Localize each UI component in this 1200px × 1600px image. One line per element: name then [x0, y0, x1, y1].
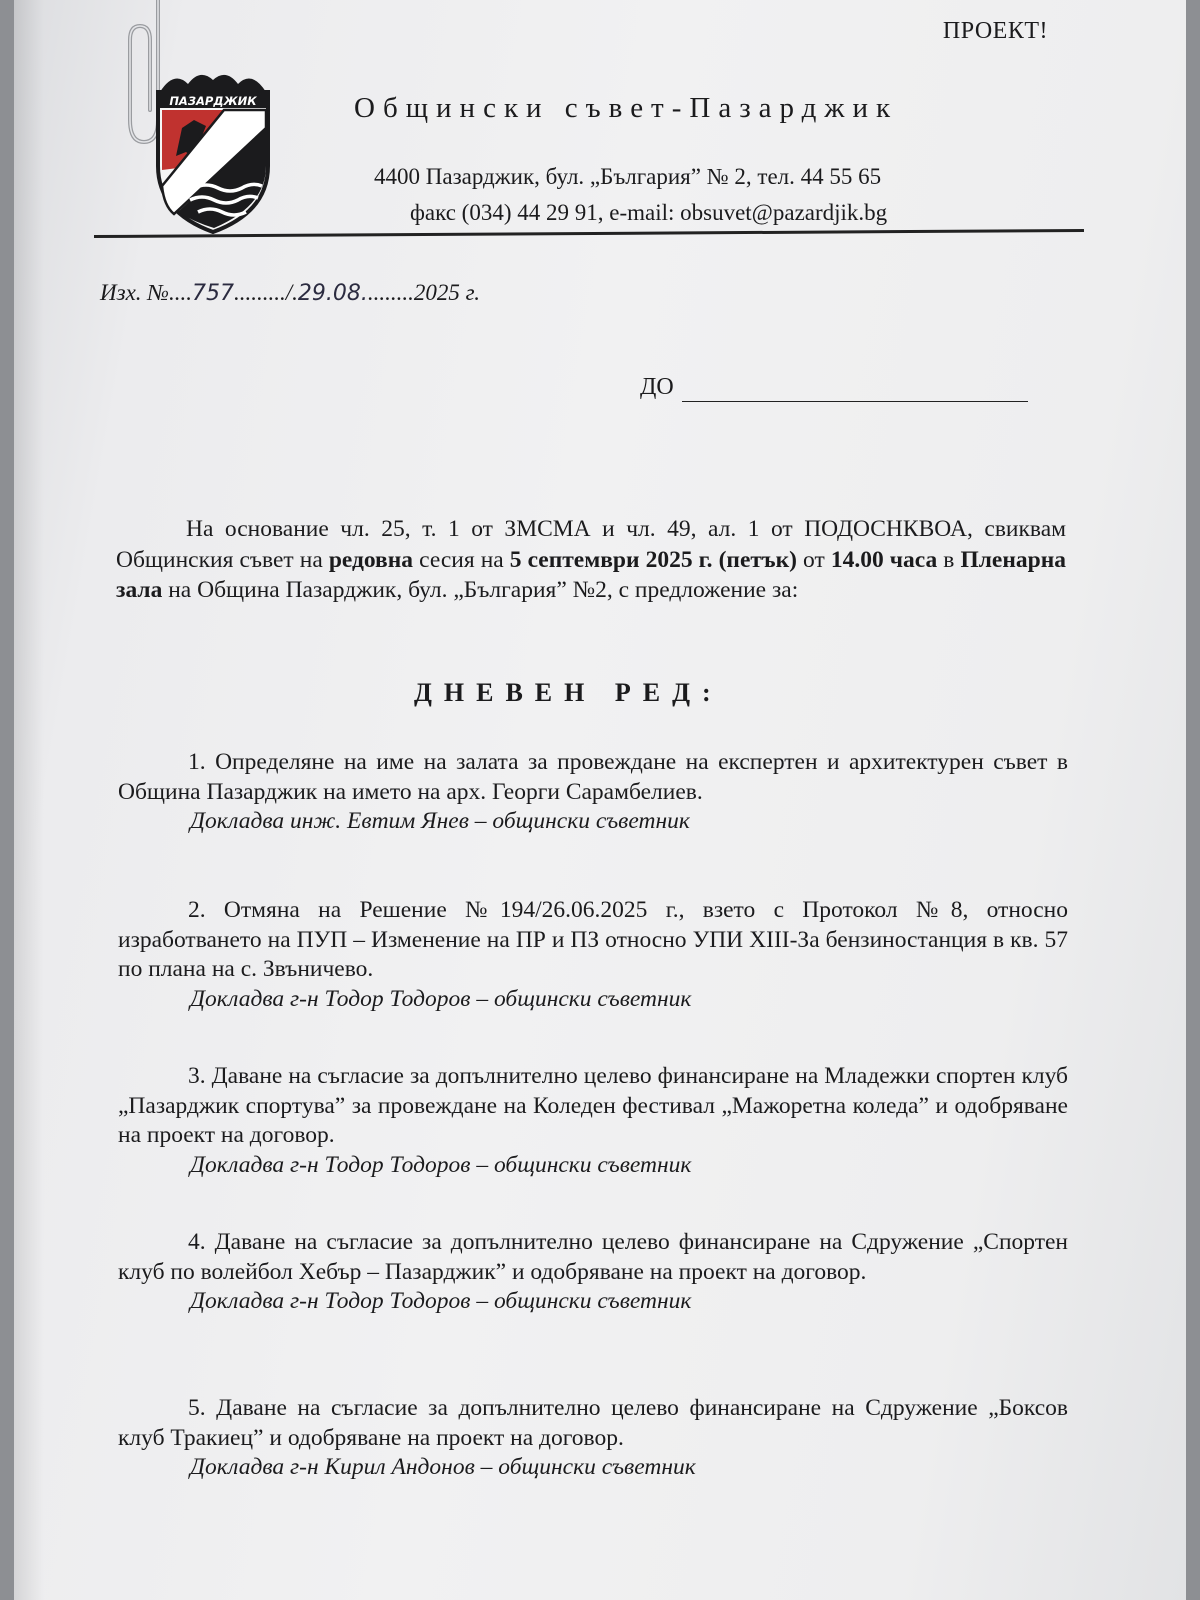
agenda-item-reporter: Докладва г-н Кирил Андонов – общински съветник: [190, 1454, 696, 1480]
agenda-item-reporter: Докладва г-н Тодор Тодоров – общински съветник: [190, 985, 692, 1012]
agenda-item: [118, 896, 1068, 1014]
agenda-item-reporter: Докладва г-н Тодор Тодоров – общински съветник: [190, 1288, 692, 1314]
agenda-item: [118, 1394, 1068, 1483]
reference-number: 757: [191, 281, 234, 306]
agenda-item-text: 1. Определяне на име на залата за провеждане на експертен и архитектурен съвет в Община Пазарджик на името на арх. Георги Сарамбелиев.: [118, 749, 1068, 805]
draft-stamp: ПРОЕКТ!: [942, 18, 1048, 44]
agenda-item-reporter: Докладва инж. Евтим Янев – общински съветник: [190, 808, 690, 834]
agenda-item: [118, 1062, 1068, 1180]
reference-year: 2025 г.: [413, 280, 481, 305]
recipient-label: ДО: [640, 374, 674, 400]
council-name-heading: Общински съвет-Пазарджик: [354, 92, 899, 124]
logo-text: ПАЗАРДЖИК: [169, 94, 257, 108]
reference-date: 29.08.: [297, 281, 368, 306]
reference-prefix: Изх. №: [100, 280, 169, 305]
document-page: [14, 0, 1186, 1600]
address-line: 4400 Пазарджик, бул. „България” № 2, тел. 44 55 65: [374, 164, 882, 189]
recipient-blank: [682, 374, 1028, 402]
agenda-item-text: 2. Отмяна на Решение №194/26.06.2025 г., взето с Протокол №8, относно изработването на ПУП – Изменение на ПР и ПЗ относно УПИ XIII-За бензиностанция в кв. 57 по плана на с. Звъничево.: [118, 897, 1068, 982]
recipient-line: [640, 374, 1028, 402]
agenda-item: [118, 748, 1068, 837]
contact-line: факс (034) 44 29 91, e-mail: obsuvet@pazardjik.bg: [410, 200, 888, 225]
outgoing-reference: Изх. №....757........./.29.08.........2025 г.: [100, 280, 481, 306]
pazardzhik-coat-of-arms-logo: [154, 66, 272, 236]
agenda-item-text: 5. Даване на съгласие за допълнително целево финансиране на Сдружение „Боксов клуб Тракиец” и одобряване на проект на договор.: [118, 1395, 1068, 1451]
agenda-item: [118, 1228, 1068, 1317]
agenda-item-text: 3. Даване на съгласие за допълнително целево финансиране на Младежки спортен клуб „Пазарджик спортува” за провеждане на Коледен фестивал „Мажоретна коледа” и одобряване на проект на договор.: [118, 1063, 1068, 1148]
agenda-heading: ДНЕВЕН РЕД:: [414, 678, 723, 707]
convocation-paragraph: На основание чл. 25, т. 1 от ЗМСМА и чл. 49, ал. 1 от ПОДОСНКВОА, свиквам Общинския съвет на редовна сесия на 5 септември 2025 г. (петък) от 14.00 часа в Пленарна зала на Община Пазарджик, бул. „България” №2, с предложение за:: [116, 516, 1066, 603]
agenda-item-text: 4. Даване на съгласие за допълнително целево финансиране на Сдружение „Спортен клуб по волейбол Хебър – Пазарджик” и одобряване на проект на договор.: [118, 1229, 1068, 1285]
agenda-item-reporter: Докладва г-н Тодор Тодоров – общински съветник: [190, 1151, 692, 1178]
